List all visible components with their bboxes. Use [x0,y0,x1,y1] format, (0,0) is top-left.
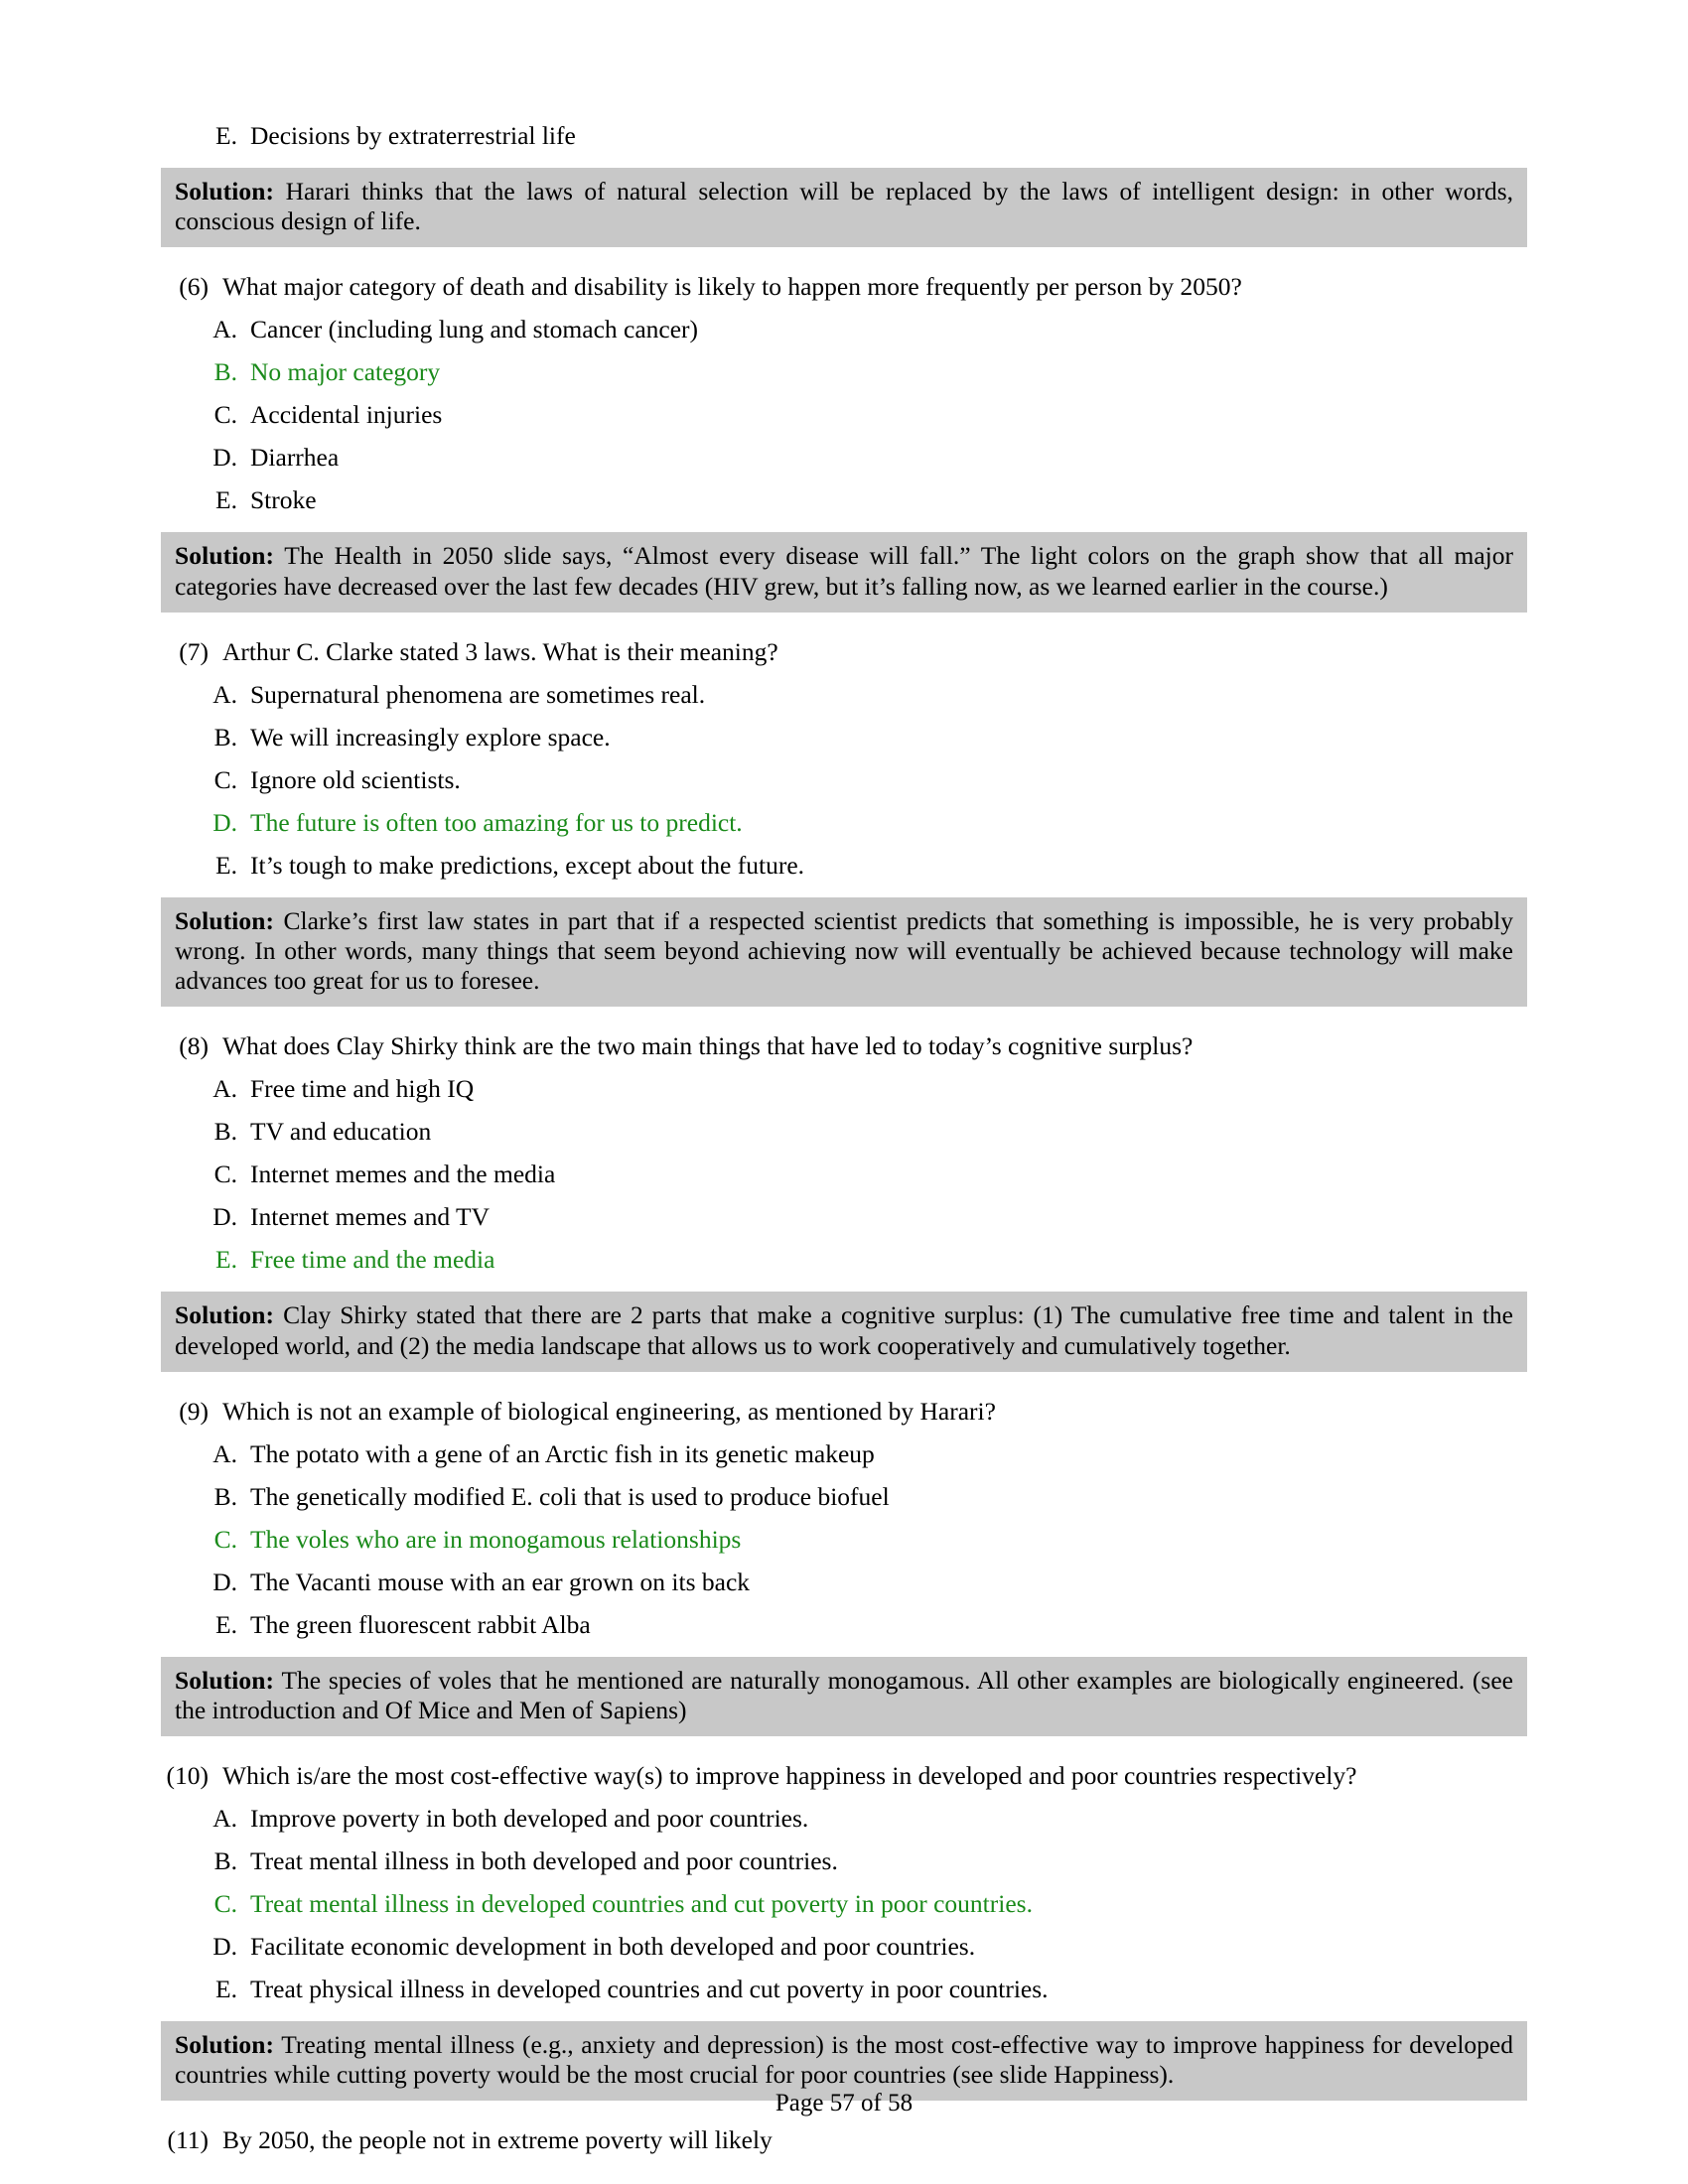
choice-text: The green fluorescent rabbit Alba [250,1609,591,1639]
choice-letter: B. [213,1481,237,1511]
choice-item[interactable] [151,1847,1541,1875]
question-text: Which is not an example of biological engineering, as mentioned by Harari? [222,1396,996,1426]
choice-letter: C. [213,400,237,430]
choice-letter: E. [215,1245,237,1275]
solution-label: Solution: [175,905,275,935]
solution-label: Solution: [175,541,275,571]
choice-item-correct[interactable] [151,358,1541,386]
question-block [151,1762,1541,2101]
choice-letter: E. [215,121,237,150]
question-text: What major category of death and disability is likely to happen more frequently per person by 2050? [222,272,1242,302]
question-heading [151,1398,1541,1426]
choice-item[interactable] [151,852,1541,880]
choice-text: It’s tough to make predictions, except about the future. [250,850,805,880]
choice-item[interactable] [151,1976,1541,2003]
choice-text: Internet memes and TV [250,1202,490,1232]
solution-text: Clarke’s first law states in part that if a respected scientist predicts that something is impossible, he is very probably wrong. In other words, many things that seem beyond achieving now will eventually be achieved because technology will make advances too great for us to foresee. [175,905,1513,996]
choice-letter: D. [212,1932,237,1962]
solution-text: Clay Shirky stated that there are 2 parts that make a cognitive surplus: (1) The cumulative free time and talent in the developed world, and (2) the media landscape that allows us to work cooperatively and cumulatively together. [175,1300,1513,1360]
choice-text: Cancer (including lung and stomach cancer) [250,315,699,344]
choice-list [151,681,1541,880]
question-number: (6) [179,272,209,302]
choice-item[interactable] [151,122,1541,150]
choice-item[interactable] [151,1569,1541,1596]
solution-label: Solution: [175,2030,275,2060]
question-number: (9) [179,1396,209,1426]
choice-item-correct[interactable] [151,1246,1541,1274]
question-number: (8) [179,1031,209,1061]
choice-item[interactable] [151,1805,1541,1833]
choice-letter: D. [212,443,237,473]
solution-box [161,168,1527,247]
choice-letter: B. [213,357,237,387]
choice-text: Improve poverty in both developed and poor countries. [250,1804,809,1834]
choice-text: Free time and the media [250,1245,495,1275]
question-block [151,2126,1541,2154]
choice-item[interactable] [151,1160,1541,1188]
choice-text: Treat mental illness in developed countries and cut poverty in poor countries. [250,1889,1033,1919]
choice-letter: A. [212,679,237,709]
question-number: (11) [167,2125,209,2155]
choice-item[interactable] [151,444,1541,472]
choice-text: Internet memes and the media [250,1160,556,1189]
choice-list [151,1440,1541,1639]
question-heading [151,2126,1541,2154]
choice-letter: A. [212,1438,237,1468]
choice-letter: B. [213,1846,237,1876]
choice-letter: D. [212,807,237,837]
choice-list [151,1805,1541,2003]
choice-text: Diarrhea [250,443,340,473]
choice-item[interactable] [151,1075,1541,1103]
choice-text: Decisions by extraterrestrial life [250,121,576,150]
question-number: (10) [166,1761,209,1791]
choice-letter: B. [213,1117,237,1147]
choice-text: Ignore old scientists. [250,764,461,794]
choice-item[interactable] [151,1203,1541,1231]
solution-box [161,1657,1527,1736]
continued-question-block [151,122,1541,247]
solution-text: Treating mental illness (e.g., anxiety and depression) is the most cost-effective way to improve happiness for developed countries while cutting poverty would be the most crucial for poor countries (see slide Happiness). [175,2030,1513,2090]
choice-letter: D. [212,1567,237,1596]
question-block [151,1398,1541,1736]
choice-text: Treat physical illness in developed countries and cut poverty in poor countries. [250,1975,1049,2004]
choice-item[interactable] [151,766,1541,794]
question-heading [151,1032,1541,1060]
solution-label: Solution: [175,1665,275,1695]
choice-letter: C. [213,1524,237,1554]
choice-text: Free time and high IQ [250,1074,475,1104]
choice-item[interactable] [151,724,1541,751]
choice-item-correct[interactable] [151,1526,1541,1554]
choice-text: Supernatural phenomena are sometimes real. [250,679,706,709]
questions-root [151,273,1541,2154]
question-text: What does Clay Shirky think are the two main things that have led to today’s cognitive surplus? [222,1031,1194,1061]
choice-text: The genetically modified E. coli that is used to produce biofuel [250,1481,890,1511]
solution-label: Solution: [175,1300,275,1330]
solution-text: The species of voles that he mentioned are naturally monogamous. All other examples are biologically engineered. (see the introduction and Of Mice and Men of Sapiens) [175,1665,1513,1724]
choice-text: Treat mental illness in both developed and poor countries. [250,1846,838,1876]
choice-letter: A. [212,1804,237,1834]
solution-label: Solution: [175,177,275,206]
choice-text: The potato with a gene of an Arctic fish in its genetic makeup [250,1438,875,1468]
choice-item[interactable] [151,1118,1541,1146]
choice-letter: E. [215,1975,237,2004]
question-block [151,638,1541,1008]
choice-letter: A. [212,315,237,344]
choice-item[interactable] [151,1440,1541,1468]
choice-text: The future is often too amazing for us to predict. [250,807,743,837]
question-number: (7) [179,636,209,666]
choice-letter: C. [213,764,237,794]
choice-letter: A. [212,1074,237,1104]
question-heading [151,273,1541,301]
question-block [151,1032,1541,1371]
choice-text: We will increasingly explore space. [250,722,611,751]
choice-letter: E. [215,485,237,515]
choice-item-correct[interactable] [151,809,1541,837]
question-text: By 2050, the people not in extreme poverty will likely [222,2125,773,2155]
choice-text: Stroke [250,485,317,515]
choice-letter: E. [215,850,237,880]
choice-letter: D. [212,1202,237,1232]
choice-list-continued [151,122,1541,150]
choice-letter: C. [213,1889,237,1919]
choice-item[interactable] [151,1611,1541,1639]
question-heading [151,1762,1541,1790]
choice-text: Facilitate economic development in both developed and poor countries. [250,1932,976,1962]
choice-text: TV and education [250,1117,432,1147]
question-heading [151,638,1541,666]
solution-box [161,897,1527,1007]
page-footer: Page 57 of 58 [774,2090,914,2116]
choice-letter: E. [215,1609,237,1639]
choice-text: Accidental injuries [250,400,443,430]
choice-item[interactable] [151,1933,1541,1961]
solution-text: Harari thinks that the laws of natural selection will be replaced by the laws of intelligent design: in other words, conscious design of life. [175,177,1514,236]
choice-item-correct[interactable] [151,1890,1541,1918]
choice-text: The Vacanti mouse with an ear grown on its back [250,1567,751,1596]
choice-letter: B. [213,722,237,751]
choice-item[interactable] [151,316,1541,343]
solution-box [161,532,1527,612]
choice-list [151,1075,1541,1274]
choice-text: No major category [250,357,441,387]
question-block [151,273,1541,612]
choice-item[interactable] [151,681,1541,709]
choice-item[interactable] [151,486,1541,514]
choice-text: The voles who are in monogamous relationships [250,1524,742,1554]
choice-item[interactable] [151,1483,1541,1511]
choice-list [151,316,1541,514]
choice-item[interactable] [151,401,1541,429]
solution-text: The Health in 2050 slide says, “Almost every disease will fall.” The light colors on the graph show that all major categories have decreased over the last few decades (HIV grew, but it’s falling now, as we learned earlier in the course.) [175,541,1513,601]
page-content [151,107,1541,2155]
choice-letter: C. [213,1160,237,1189]
question-text: Which is/are the most cost-effective way(s) to improve happiness in developed and poor countries respectively? [222,1761,1357,1791]
question-text: Arthur C. Clarke stated 3 laws. What is their meaning? [222,636,778,666]
solution-box [161,1292,1527,1371]
